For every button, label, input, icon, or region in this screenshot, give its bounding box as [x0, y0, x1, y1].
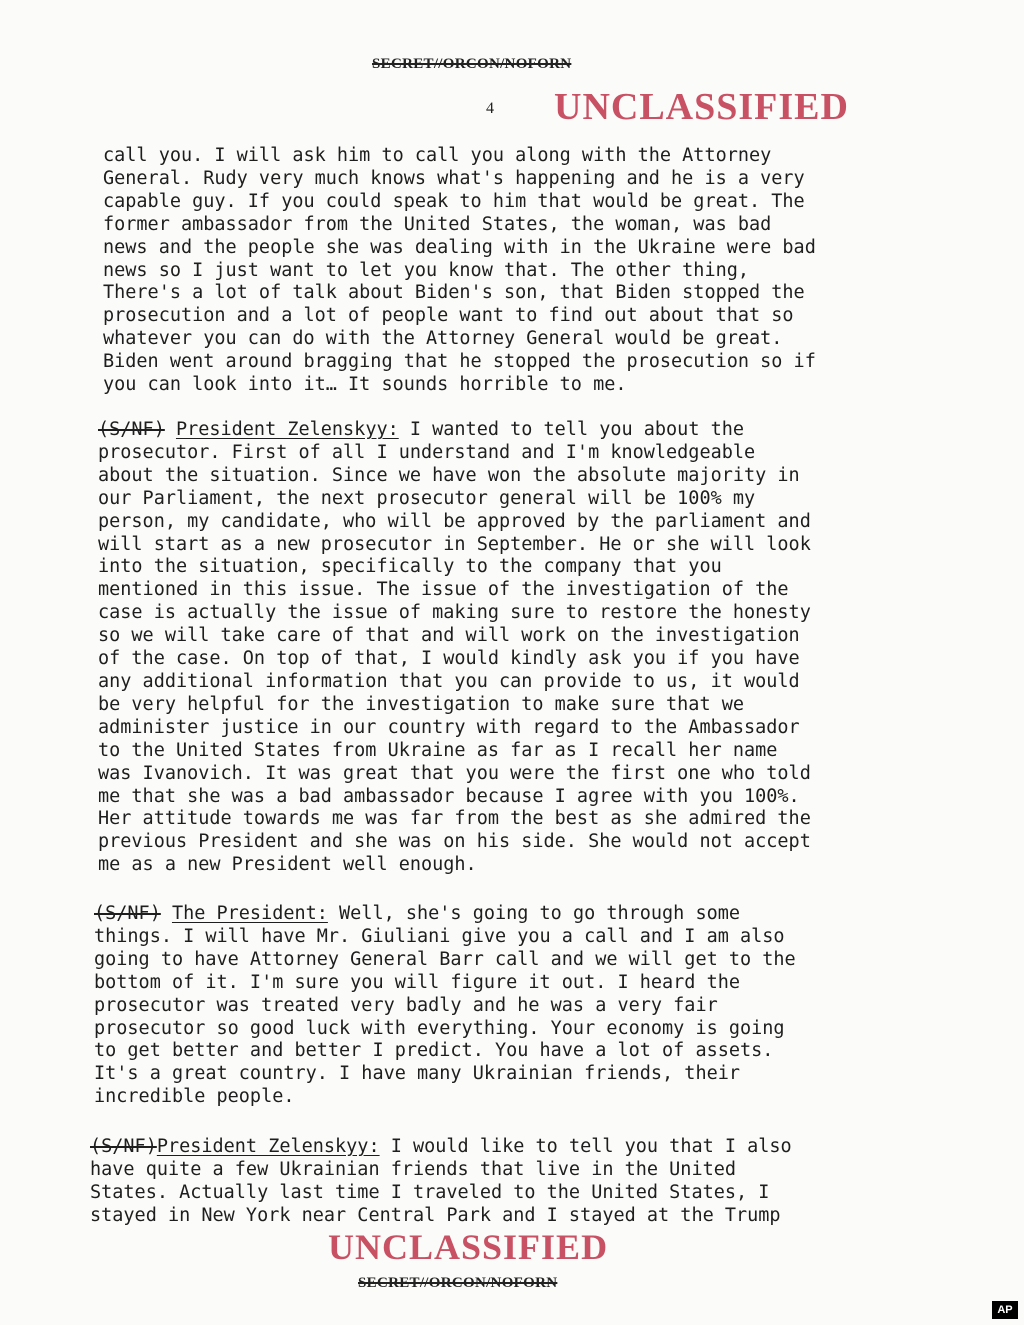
para-line: bottom of it. I'm sure you will figure it out. I heard the	[94, 971, 741, 993]
para-line: whatever you can do with the Attorney General would be great.	[103, 328, 783, 350]
para-line: mentioned in this issue. The issue of the investigation of the	[98, 579, 789, 601]
para-line: stayed in New York near Central Park and I stayed at the Trump	[90, 1204, 781, 1226]
unclassified-stamp-top: UNCLASSIFIED	[554, 86, 849, 128]
classification-marking: (S/NF)	[98, 419, 165, 440]
para-line: case is actually the issue of making sure to restore the honesty	[98, 602, 811, 624]
para-line: you can look into it… It sounds horrible to me.	[103, 374, 627, 396]
para-line: I wanted to tell you about the	[398, 419, 745, 440]
para-line: prosecutor so good luck with everything. Your economy is going	[94, 1017, 785, 1039]
para-line: me that she was a bad ambassador because I agree with you 100%.	[98, 785, 800, 807]
para-line: There's a lot of talk about Biden's son, that Biden stopped the	[103, 282, 805, 304]
unclassified-stamp-bottom: UNCLASSIFIED	[328, 1227, 609, 1267]
para-line: former ambassador from the United States, the woman, was bad	[103, 213, 772, 235]
para-line: about the situation. Since we have won the absolute majority in	[98, 464, 800, 486]
speaker-label: President Zelenskyy:	[156, 1136, 380, 1157]
para-line: prosecution and a lot of people want to find out about that so	[103, 305, 794, 327]
ap-logo: AP	[992, 1301, 1018, 1319]
speaker-label: The President:	[171, 903, 328, 924]
para-line: Well, she's going to go through some	[327, 903, 741, 924]
para-line: going to have Attorney General Barr call and we will get to the	[94, 948, 796, 970]
para-line: It's a great country. I have many Ukrainian friends, their	[94, 1063, 741, 1085]
classification-footer: SECRET//ORCON/NOFORN	[358, 1275, 558, 1291]
para-line: things. I will have Mr. Giuliani give you a call and I am also	[94, 925, 785, 947]
paragraph-continuation	[103, 145, 816, 397]
paragraph-zelenskyy-2	[90, 1136, 792, 1228]
para-line: into the situation, specifically to the company that you	[98, 556, 722, 578]
para-line: was Ivanovich. It was great that you were the first one who told	[98, 762, 811, 784]
paragraph-zelenskyy-1	[98, 419, 811, 877]
para-line: prosecutor was treated very badly and he was a very fair	[94, 994, 718, 1016]
para-line: previous President and she was on his side. She would not accept	[98, 831, 811, 853]
para-line: Biden went around bragging that he stopped the prosecution so if	[103, 351, 816, 373]
para-line: so we will take care of that and will work on the investigation	[98, 625, 800, 647]
para-line: of the case. On top of that, I would kindly ask you if you have	[98, 648, 800, 670]
para-line: incredible people.	[94, 1086, 295, 1108]
para-line: prosecutor. First of all I understand and I'm knowledgeable	[98, 441, 756, 463]
para-line: me as a new President well enough.	[98, 854, 477, 876]
para-line: call you. I will ask him to call you along with the Attorney	[103, 145, 772, 166]
para-line: be very helpful for the investigation to make sure that we	[98, 693, 745, 715]
para-line: States. Actually last time I traveled to the United States, I	[90, 1181, 770, 1203]
para-line: news so I just want to let you know that. The other thing,	[103, 259, 750, 281]
para-line: administer justice in our country with regard to the Ambassador	[98, 716, 800, 738]
para-line: to the United States from Ukraine as far as I recall her name	[98, 739, 778, 761]
para-line: our Parliament, the next prosecutor general will be 100% my	[98, 487, 756, 509]
classification-marking: (S/NF)	[94, 903, 161, 924]
para-line: have quite a few Ukrainian friends that live in the United	[90, 1158, 737, 1180]
classification-header: SECRET//ORCON/NOFORN	[372, 56, 572, 72]
classification-marking: (S/NF)	[90, 1136, 157, 1157]
para-line: will start as a new prosecutor in September. He or she will look	[98, 533, 811, 555]
para-line: Her attitude towards me was far from the best as she admired the	[98, 808, 811, 830]
para-line: person, my candidate, who will be approved by the parliament and	[98, 510, 811, 532]
para-line: capable guy. If you could speak to him that would be great. The	[103, 190, 805, 212]
speaker-label: President Zelenskyy:	[175, 419, 399, 440]
para-line: I would like to tell you that I also	[379, 1136, 792, 1157]
para-line: General. Rudy very much knows what's happening and he is a very	[103, 167, 805, 189]
para-line: any additional information that you can provide to us, it would	[98, 670, 800, 692]
paragraph-president	[94, 903, 796, 1109]
page-number: 4	[486, 100, 494, 117]
para-line: to get better and better I predict. You have a lot of assets.	[94, 1040, 774, 1062]
para-line: news and the people she was dealing with in the Ukraine were bad	[103, 236, 816, 258]
